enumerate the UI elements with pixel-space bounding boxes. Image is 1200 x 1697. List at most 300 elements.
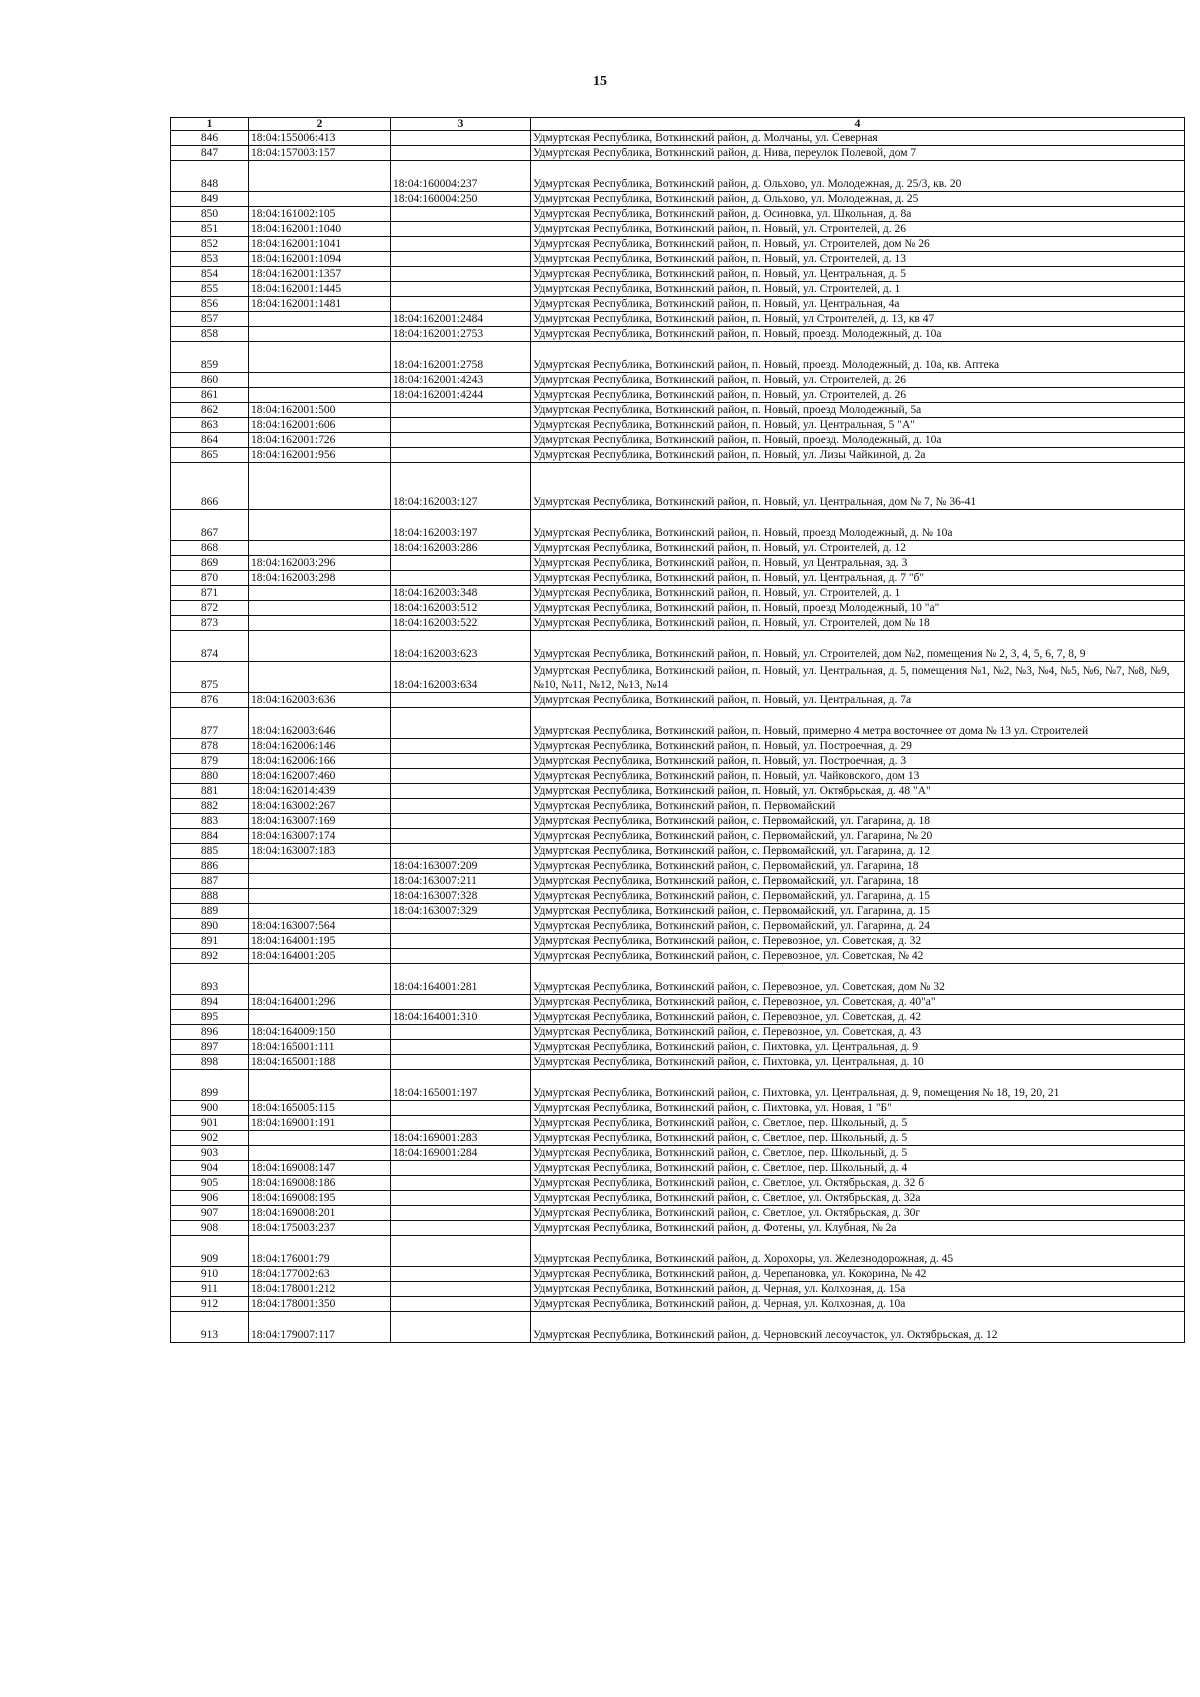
table-row [171,739,1185,754]
row-number: 863 [171,418,249,433]
table-row [171,1116,1185,1131]
cadastral-number-building: 18:04:162001:2484 [391,312,531,327]
cadastral-number-land: 18:04:163007:564 [249,919,391,934]
address: Удмуртская Республика, Воткинский район, с. Первомайский, ул. Гагарина, д. 24 [531,919,1185,934]
cadastral-number-land [249,616,391,631]
cadastral-number-building [391,769,531,784]
address: Удмуртская Республика, Воткинский район, с. Первомайский, ул. Гагарина, 18 [531,859,1185,874]
row-number: 874 [171,631,249,662]
row-number: 869 [171,556,249,571]
row-number: 871 [171,586,249,601]
row-number: 849 [171,192,249,207]
address: Удмуртская Республика, Воткинский район, п. Новый, ул. Центральная, д. 5 [531,267,1185,282]
cadastral-number-building: 18:04:162003:634 [391,662,531,693]
table-row [171,510,1185,541]
address: Удмуртская Республика, Воткинский район, д. Осиновка, ул. Школьная, д. 8а [531,207,1185,222]
table-row [171,1070,1185,1101]
row-number: 865 [171,448,249,463]
cadastral-number-land: 18:04:162001:606 [249,418,391,433]
cadastral-number-land [249,631,391,662]
cadastral-number-land [249,161,391,192]
cadastral-number-building: 18:04:160004:250 [391,192,531,207]
cadastral-number-land: 18:04:162006:166 [249,754,391,769]
address: Удмуртская Республика, Воткинский район, п. Новый, ул. Центральная, д. 7а [531,693,1185,708]
cadastral-number-building: 18:04:160004:237 [391,161,531,192]
table-row [171,237,1185,252]
cadastral-number-building [391,1161,531,1176]
cadastral-number-building: 18:04:162003:623 [391,631,531,662]
table-row [171,1040,1185,1055]
row-number: 892 [171,949,249,964]
cadastral-number-land [249,859,391,874]
row-number: 867 [171,510,249,541]
cadastral-number-building [391,799,531,814]
address: Удмуртская Республика, Воткинский район, с. Первомайский, ул. Гагарина, д. 15 [531,889,1185,904]
cadastral-number-building: 18:04:163007:211 [391,874,531,889]
cadastral-number-building: 18:04:162003:127 [391,463,531,510]
address: Удмуртская Республика, Воткинский район, п. Новый, проезд Молодежный, д. № 10а [531,510,1185,541]
cadastral-number-land: 18:04:169008:186 [249,1176,391,1191]
row-number: 847 [171,146,249,161]
table-header-row [171,118,1185,131]
address: Удмуртская Республика, Воткинский район, п. Новый, проезд. Молодежный, д. 10а [531,327,1185,342]
row-number: 904 [171,1161,249,1176]
row-number: 879 [171,754,249,769]
cadastral-number-building: 18:04:162003:286 [391,541,531,556]
row-number: 884 [171,829,249,844]
cadastral-number-building [391,1055,531,1070]
row-number: 891 [171,934,249,949]
cadastral-number-land: 18:04:162001:1481 [249,297,391,312]
table-row [171,1297,1185,1312]
row-number: 876 [171,693,249,708]
address: Удмуртская Республика, Воткинский район, п. Новый, ул. Лизы Чайкиной, д. 2а [531,448,1185,463]
cadastral-number-building: 18:04:163007:209 [391,859,531,874]
cadastral-number-land [249,1010,391,1025]
row-number: 866 [171,463,249,510]
cadastral-number-land: 18:04:162014:439 [249,784,391,799]
cadastral-number-building [391,1221,531,1236]
cadastral-number-land: 18:04:165001:111 [249,1040,391,1055]
table-row [171,1146,1185,1161]
address: Удмуртская Республика, Воткинский район, с. Перевозное, ул. Советская, д. 40"а" [531,995,1185,1010]
row-number: 908 [171,1221,249,1236]
address: Удмуртская Республика, Воткинский район, п. Новый, проезд. Молодежный, д. 10а [531,433,1185,448]
header-col-4: 4 [531,118,1185,131]
cadastral-number-land: 18:04:162003:636 [249,693,391,708]
table-row [171,586,1185,601]
cadastral-number-building: 18:04:162003:197 [391,510,531,541]
cadastral-number-land: 18:04:162001:1040 [249,222,391,237]
address: Удмуртская Республика, Воткинский район, п. Новый, ул. Центральная, дом № 7, № 36-41 [531,463,1185,510]
address: Удмуртская Республика, Воткинский район, п. Новый, ул. Строителей, дом №2, помещения № 2, 3, 4, 5, 6, 7, 8, 9 [531,631,1185,662]
table-row [171,373,1185,388]
row-number: 873 [171,616,249,631]
table-row [171,708,1185,739]
row-number: 885 [171,844,249,859]
table-row [171,769,1185,784]
row-number: 909 [171,1236,249,1267]
cadastral-number-land: 18:04:162006:146 [249,739,391,754]
cadastral-number-land [249,601,391,616]
cadastral-number-building [391,1040,531,1055]
row-number: 912 [171,1297,249,1312]
cadastral-number-building [391,267,531,282]
cadastral-number-building [391,693,531,708]
cadastral-number-land [249,889,391,904]
table-row [171,1312,1185,1343]
cadastral-number-building: 18:04:162003:522 [391,616,531,631]
table-row [171,327,1185,342]
address: Удмуртская Республика, Воткинский район, п. Новый, ул. Центральная, 5 "А" [531,418,1185,433]
row-number: 897 [171,1040,249,1055]
cadastral-number-building: 18:04:169001:284 [391,1146,531,1161]
address: Удмуртская Республика, Воткинский район, с. Пихтовка, ул. Центральная, д. 9, помещения № 18, 19, 20, 21 [531,1070,1185,1101]
cadastral-number-land [249,1070,391,1101]
address: Удмуртская Республика, Воткинский район, д. Ольхово, ул. Молодежная, д. 25/3, кв. 20 [531,161,1185,192]
cadastral-number-building [391,433,531,448]
table-row [171,1176,1185,1191]
address: Удмуртская Республика, Воткинский район, п. Новый, проезд Молодежный, 5а [531,403,1185,418]
table-row [171,844,1185,859]
address: Удмуртская Республика, Воткинский район, п. Новый, ул. Строителей, д. 13 [531,252,1185,267]
cadastral-number-land: 18:04:163002:267 [249,799,391,814]
address: Удмуртская Республика, Воткинский район, с. Пихтовка, ул. Новая, 1 "Б" [531,1101,1185,1116]
row-number: 890 [171,919,249,934]
cadastral-number-land [249,904,391,919]
row-number: 872 [171,601,249,616]
cadastral-number-land: 18:04:162007:460 [249,769,391,784]
cadastral-number-land [249,1131,391,1146]
row-number: 906 [171,1191,249,1206]
table-row [171,1161,1185,1176]
row-number: 850 [171,207,249,222]
row-number: 894 [171,995,249,1010]
table-row [171,131,1185,146]
cadastral-number-land [249,874,391,889]
cadastral-number-land: 18:04:162003:298 [249,571,391,586]
header-col-3: 3 [391,118,531,131]
cadastral-number-land [249,342,391,373]
table-row [171,418,1185,433]
row-number: 881 [171,784,249,799]
address: Удмуртская Республика, Воткинский район, с. Первомайский, ул. Гагарина, д. 15 [531,904,1185,919]
cadastral-number-land: 18:04:169008:195 [249,1191,391,1206]
table-row [171,784,1185,799]
cadastral-number-land: 18:04:162003:646 [249,708,391,739]
row-number: 883 [171,814,249,829]
cadastral-number-building: 18:04:165001:197 [391,1070,531,1101]
address: Удмуртская Республика, Воткинский район, п. Новый, ул. Центральная, д. 7 "б" [531,571,1185,586]
cadastral-number-building: 18:04:163007:328 [391,889,531,904]
cadastral-number-land: 18:04:169008:147 [249,1161,391,1176]
cadastral-number-building [391,131,531,146]
address: Удмуртская Республика, Воткинский район, п. Новый, ул. Строителей, дом № 26 [531,237,1185,252]
table-row [171,1221,1185,1236]
address: Удмуртская Республика, Воткинский район, п. Новый, ул. Строителей, д. 1 [531,282,1185,297]
cadastral-number-land [249,586,391,601]
cadastral-number-building [391,1101,531,1116]
address: Удмуртская Республика, Воткинский район, с. Перевозное, ул. Советская, д. 43 [531,1025,1185,1040]
table-row [171,995,1185,1010]
cadastral-number-building [391,934,531,949]
table-row [171,207,1185,222]
table-row [171,463,1185,510]
address: Удмуртская Республика, Воткинский район, п. Новый, ул. Чайковского, дом 13 [531,769,1185,784]
cadastral-number-land: 18:04:169008:201 [249,1206,391,1221]
address: Удмуртская Республика, Воткинский район, д. Черная, ул. Колхозная, д. 15а [531,1282,1185,1297]
cadastral-number-building: 18:04:162001:4244 [391,388,531,403]
row-number: 900 [171,1101,249,1116]
table-row [171,342,1185,373]
table-row [171,1236,1185,1267]
row-number: 853 [171,252,249,267]
cadastral-number-building [391,995,531,1010]
cadastral-number-building [391,1312,531,1343]
cadastral-number-land: 18:04:162001:1041 [249,237,391,252]
address: Удмуртская Республика, Воткинский район, п. Новый, ул. Октябрьская, д. 48 "А" [531,784,1185,799]
address: Удмуртская Республика, Воткинский район, п. Новый, ул Строителей, д. 13, кв 47 [531,312,1185,327]
address: Удмуртская Республика, Воткинский район, д. Нива, переулок Полевой, дом 7 [531,146,1185,161]
address: Удмуртская Республика, Воткинский район, п. Новый, ул Центральная, зд. 3 [531,556,1185,571]
cadastral-number-land [249,1146,391,1161]
row-number: 896 [171,1025,249,1040]
cadastral-number-land: 18:04:163007:183 [249,844,391,859]
address: Удмуртская Республика, Воткинский район, с. Первомайский, ул. Гагарина, д. 12 [531,844,1185,859]
address: Удмуртская Республика, Воткинский район, с. Первомайский, ул. Гагарина, № 20 [531,829,1185,844]
cadastral-number-land: 18:04:161002:105 [249,207,391,222]
address: Удмуртская Республика, Воткинский район, с. Перевозное, ул. Советская, д. 32 [531,934,1185,949]
cadastral-number-building [391,739,531,754]
table-row [171,1191,1185,1206]
cadastral-number-land [249,312,391,327]
cadastral-number-building [391,708,531,739]
cadastral-number-building [391,1267,531,1282]
table-row [171,146,1185,161]
address: Удмуртская Республика, Воткинский район, д. Ольхово, ул. Молодежная, д. 25 [531,192,1185,207]
table-row [171,814,1185,829]
row-number: 910 [171,1267,249,1282]
table-row [171,297,1185,312]
table-row [171,1010,1185,1025]
cadastral-number-building [391,784,531,799]
table-row [171,433,1185,448]
row-number: 864 [171,433,249,448]
table-row [171,267,1185,282]
address: Удмуртская Республика, Воткинский район, д. Черепановка, ул. Кокорина, № 42 [531,1267,1185,1282]
cadastral-number-land: 18:04:164001:205 [249,949,391,964]
address: Удмуртская Республика, Воткинский район, д. Хорохоры, ул. Железнодорожная, д. 45 [531,1236,1185,1267]
address: Удмуртская Республика, Воткинский район, д. Черная, ул. Колхозная, д. 10а [531,1297,1185,1312]
cadastral-number-building [391,222,531,237]
cadastral-number-land: 18:04:162001:500 [249,403,391,418]
cadastral-number-land: 18:04:178001:350 [249,1297,391,1312]
cadastral-number-building: 18:04:163007:329 [391,904,531,919]
table-row [171,754,1185,769]
row-number: 903 [171,1146,249,1161]
cadastral-number-building [391,919,531,934]
cadastral-number-building [391,1191,531,1206]
address: Удмуртская Республика, Воткинский район, с. Пихтовка, ул. Центральная, д. 10 [531,1055,1185,1070]
row-number: 911 [171,1282,249,1297]
row-number: 859 [171,342,249,373]
address: Удмуртская Республика, Воткинский район, с. Первомайский, ул. Гагарина, 18 [531,874,1185,889]
cadastral-number-building: 18:04:162001:4243 [391,373,531,388]
address: Удмуртская Республика, Воткинский район, п. Новый, ул. Построечная, д. 3 [531,754,1185,769]
cadastral-number-land [249,510,391,541]
table-row [171,1025,1185,1040]
cadastral-number-building: 18:04:162003:348 [391,586,531,601]
cadastral-number-building [391,448,531,463]
cadastral-number-building [391,1116,531,1131]
row-number: 878 [171,739,249,754]
row-number: 858 [171,327,249,342]
cadastral-number-building: 18:04:162003:512 [391,601,531,616]
row-number: 901 [171,1116,249,1131]
cadastral-number-building [391,146,531,161]
row-number: 913 [171,1312,249,1343]
cadastral-number-land: 18:04:177002:63 [249,1267,391,1282]
address: Удмуртская Республика, Воткинский район, с. Перевозное, ул. Советская, № 42 [531,949,1185,964]
cadastral-number-building [391,1176,531,1191]
cadastral-number-land: 18:04:162001:1445 [249,282,391,297]
address: Удмуртская Республика, Воткинский район, д. Молчаны, ул. Северная [531,131,1185,146]
row-number: 899 [171,1070,249,1101]
row-number: 887 [171,874,249,889]
address: Удмуртская Республика, Воткинский район, с. Светлое, ул. Октябрьская, д. 32а [531,1191,1185,1206]
row-number: 856 [171,297,249,312]
row-number: 875 [171,662,249,693]
table-row [171,859,1185,874]
table-row [171,571,1185,586]
address: Удмуртская Республика, Воткинский район, с. Перевозное, ул. Советская, д. 42 [531,1010,1185,1025]
cadastral-number-building: 18:04:164001:310 [391,1010,531,1025]
row-number: 877 [171,708,249,739]
table-row [171,662,1185,693]
cadastral-number-land: 18:04:162001:956 [249,448,391,463]
row-number: 862 [171,403,249,418]
table-row [171,282,1185,297]
table-row [171,161,1185,192]
address: Удмуртская Республика, Воткинский район, п. Новый, ул. Строителей, д. 26 [531,373,1185,388]
table-row [171,1206,1185,1221]
table-row [171,1101,1185,1116]
cadastral-number-building: 18:04:169001:283 [391,1131,531,1146]
table-row [171,312,1185,327]
cadastral-number-building [391,1025,531,1040]
cadastral-number-building [391,1206,531,1221]
address: Удмуртская Республика, Воткинский район, п. Новый, ул. Строителей, д. 1 [531,586,1185,601]
table-row [171,889,1185,904]
table-row [171,934,1185,949]
address: Удмуртская Республика, Воткинский район, с. Пихтовка, ул. Центральная, д. 9 [531,1040,1185,1055]
table-row [171,541,1185,556]
cadastral-number-land: 18:04:165001:188 [249,1055,391,1070]
table-row [171,964,1185,995]
cadastral-number-land: 18:04:162003:296 [249,556,391,571]
address: Удмуртская Республика, Воткинский район, п. Новый, ул. Строителей, д. 12 [531,541,1185,556]
table-row [171,904,1185,919]
address: Удмуртская Республика, Воткинский район, п. Новый, примерно 4 метра восточнее от дома № 13 ул. Строителей [531,708,1185,739]
cadastral-number-building [391,556,531,571]
row-number: 880 [171,769,249,784]
address: Удмуртская Республика, Воткинский район, с. Светлое, пер. Школьный, д. 4 [531,1161,1185,1176]
cadastral-number-land: 18:04:176001:79 [249,1236,391,1267]
cadastral-number-land: 18:04:157003:157 [249,146,391,161]
row-number: 852 [171,237,249,252]
cadastral-number-land: 18:04:155006:413 [249,131,391,146]
cadastral-number-building [391,754,531,769]
cadastral-number-land: 18:04:164009:150 [249,1025,391,1040]
address: Удмуртская Республика, Воткинский район, д. Черновский лесоучасток, ул. Октябрьская, д. 12 [531,1312,1185,1343]
cadastral-number-land [249,463,391,510]
cadastral-number-building: 18:04:164001:281 [391,964,531,995]
table-body [171,131,1185,1343]
row-number: 893 [171,964,249,995]
address: Удмуртская Республика, Воткинский район, д. Фотены, ул. Клубная, № 2а [531,1221,1185,1236]
cadastral-number-land [249,327,391,342]
row-number: 861 [171,388,249,403]
table-row [171,192,1185,207]
row-number: 902 [171,1131,249,1146]
cadastral-number-land: 18:04:162001:1357 [249,267,391,282]
row-number: 851 [171,222,249,237]
cadastral-number-building [391,814,531,829]
row-number: 846 [171,131,249,146]
row-number: 857 [171,312,249,327]
cadastral-number-land: 18:04:165005:115 [249,1101,391,1116]
cadastral-number-land: 18:04:169001:191 [249,1116,391,1131]
row-number: 905 [171,1176,249,1191]
address: Удмуртская Республика, Воткинский район, п. Первомайский [531,799,1185,814]
table-row [171,949,1185,964]
cadastral-number-building [391,237,531,252]
table-row [171,919,1185,934]
cadastral-number-building [391,1297,531,1312]
cadastral-number-land [249,192,391,207]
cadastral-number-land: 18:04:163007:169 [249,814,391,829]
address: Удмуртская Республика, Воткинский район, с. Перевозное, ул. Советская, дом № 32 [531,964,1185,995]
row-number: 895 [171,1010,249,1025]
table-row [171,1282,1185,1297]
table-row [171,693,1185,708]
property-registry-table [170,117,1185,1343]
address: Удмуртская Республика, Воткинский район, п. Новый, ул. Построечная, д. 29 [531,739,1185,754]
cadastral-number-land: 18:04:163007:174 [249,829,391,844]
address: Удмуртская Республика, Воткинский район, с. Светлое, ул. Октябрьская, д. 30г [531,1206,1185,1221]
cadastral-number-land: 18:04:162001:726 [249,433,391,448]
cadastral-number-land [249,662,391,693]
cadastral-number-building [391,844,531,859]
address: Удмуртская Республика, Воткинский район, п. Новый, ул. Строителей, д. 26 [531,388,1185,403]
cadastral-number-land: 18:04:178001:212 [249,1282,391,1297]
row-number: 886 [171,859,249,874]
cadastral-number-building [391,282,531,297]
table-row [171,1055,1185,1070]
row-number: 888 [171,889,249,904]
cadastral-number-land [249,388,391,403]
row-number: 882 [171,799,249,814]
table-row [171,1267,1185,1282]
cadastral-number-land: 18:04:175003:237 [249,1221,391,1236]
cadastral-number-building [391,1236,531,1267]
table-row [171,252,1185,267]
cadastral-number-building [391,418,531,433]
cadastral-number-building [391,571,531,586]
address: Удмуртская Республика, Воткинский район, п. Новый, ул. Центральная, 4а [531,297,1185,312]
address: Удмуртская Республика, Воткинский район, п. Новый, проезд Молодежный, 10 "а" [531,601,1185,616]
table-row [171,874,1185,889]
